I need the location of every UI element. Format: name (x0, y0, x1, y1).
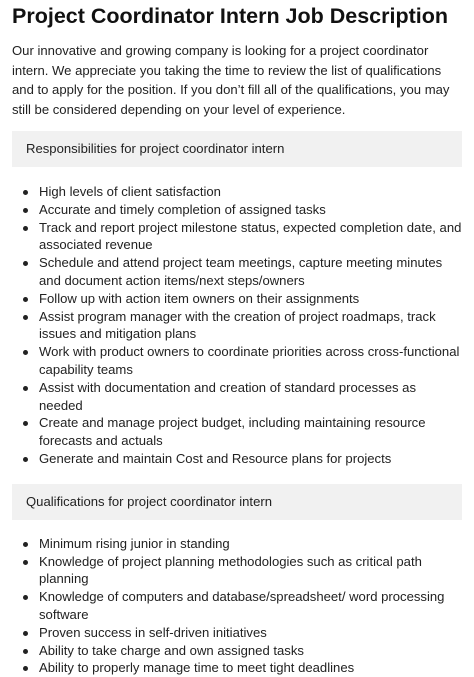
list-item (12, 535, 462, 553)
list-item (12, 450, 462, 468)
list-item (12, 553, 462, 589)
bullet-icon (23, 666, 28, 671)
list-item (12, 254, 462, 290)
list-item-text: Ability to properly manage time to meet tight deadlines (39, 660, 355, 676)
list-item (12, 219, 462, 255)
qualifications-heading: Qualifications for project coordinator intern (12, 484, 462, 520)
list-item (12, 201, 462, 219)
qualifications-list (12, 535, 462, 677)
list-item-text: Track and report project milestone status, expected completion date, and associated revenue (39, 219, 462, 253)
list-item (12, 659, 462, 677)
list-item-text: Schedule and attend project team meetings, capture meeting minutes and document action items/next steps/owners (39, 255, 443, 288)
list-item-text: Accurate and timely completion of assigned tasks (39, 201, 326, 217)
list-item-text: Assist program manager with the creation of project roadmaps, track issues and mitigation plans (39, 308, 436, 342)
bullet-icon (23, 457, 28, 462)
bullet-icon (23, 315, 28, 320)
list-item-text: Knowledge of project planning methodologies such as critical path planning (39, 553, 422, 587)
intro-paragraph: Our innovative and growing company is looking for a project coordinator intern. We appreciate you taking the time to review the list of qualifications and to apply for the position. If you don’t fill all of the qualifications, you may still be considered depending on your level of experience. (12, 43, 450, 117)
list-item (12, 308, 462, 344)
list-item (12, 588, 462, 624)
list-item-text: Create and manage project budget, including maintaining resource forecasts and actuals (39, 415, 426, 449)
bullet-icon (23, 631, 28, 636)
list-item (12, 642, 462, 660)
responsibilities-heading: Responsibilities for project coordinator intern (12, 131, 462, 167)
bullet-icon (23, 297, 28, 302)
list-item (12, 290, 462, 308)
list-item-text: High levels of client satisfaction (39, 184, 221, 199)
bullet-icon (23, 595, 28, 600)
list-item (12, 343, 462, 379)
bullet-icon (23, 261, 28, 266)
bullet-icon (23, 542, 28, 547)
bullet-icon (23, 560, 28, 565)
list-item-text: Proven success in self-driven initiatives (39, 624, 267, 640)
list-item (12, 414, 462, 450)
bullet-icon (23, 421, 28, 426)
bullet-icon (23, 226, 28, 231)
list-item-text: Assist with documentation and creation of standard processes as needed (39, 379, 417, 413)
list-item-text: Ability to take charge and own assigned tasks (39, 642, 304, 658)
list-item (12, 379, 462, 415)
bullet-icon (23, 386, 28, 391)
bullet-icon (23, 350, 28, 355)
bullet-icon (23, 208, 28, 213)
list-item-text: Work with product owners to coordinate priorities across cross-functional capability teams (39, 344, 460, 377)
page-title: Project Coordinator Intern Job Description (12, 4, 449, 28)
bullet-icon (23, 649, 28, 654)
list-item-text: Knowledge of computers and database/spreadsheet/ word processing software (39, 589, 445, 622)
list-item-text: Generate and maintain Cost and Resource plans for projects (39, 450, 392, 466)
list-item (12, 183, 462, 201)
bullet-icon (23, 190, 28, 195)
list-item (12, 624, 462, 642)
responsibilities-list (12, 183, 462, 468)
list-item-text: Follow up with action item owners on their assignments (39, 290, 360, 306)
list-item-text: Minimum rising junior in standing (39, 535, 230, 551)
